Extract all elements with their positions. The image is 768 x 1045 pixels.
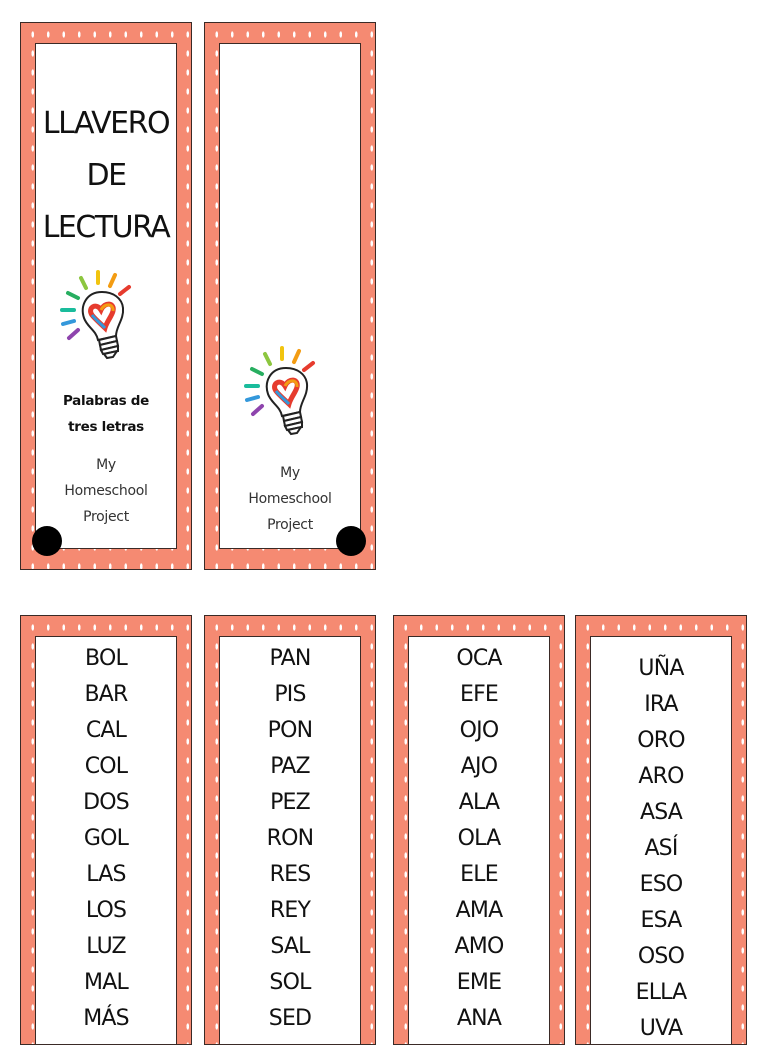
back-card (204, 22, 376, 570)
word-item: LUZ (86, 934, 126, 959)
word-item: CAL (85, 718, 127, 743)
word-item: BAR (84, 682, 128, 707)
word-item: ORO (637, 728, 685, 753)
word-item: LAS (86, 862, 126, 887)
word-list (591, 651, 731, 1045)
lightbulb-heart-logo-icon (238, 342, 338, 442)
word-item: SED (268, 1006, 312, 1031)
word-item: GOL (83, 826, 129, 851)
word-card (393, 615, 565, 1045)
subtitle-line: tres letras (68, 419, 144, 435)
word-item: MAL (84, 970, 128, 995)
subtitle-line: Palabras de (62, 393, 150, 409)
cover-subtitle (36, 388, 176, 440)
word-list (36, 641, 176, 1037)
cover-title-line: DE (86, 158, 126, 193)
cover-title-line: LLAVERO (42, 106, 170, 141)
word-item: ESA (640, 908, 682, 933)
word-item: OJO (459, 718, 499, 743)
word-item: ESO (639, 872, 683, 897)
brand-line: Homeschool (248, 491, 332, 507)
word-card-panel (35, 636, 177, 1045)
word-item: UÑA (638, 656, 684, 681)
word-item: UVA (639, 1016, 683, 1041)
word-item: MÁS (83, 1006, 129, 1031)
word-item: IRA (644, 692, 678, 717)
word-item: ELE (460, 862, 498, 887)
punch-hole (32, 526, 62, 556)
brand-line: Homeschool (64, 483, 148, 499)
word-item: ELLA (635, 980, 687, 1005)
cover-title-line: LECTURA (42, 210, 170, 245)
word-item: AMA (455, 898, 503, 923)
word-item: RES (269, 862, 311, 887)
word-card-panel (590, 636, 732, 1045)
lightbulb-heart-logo-icon (54, 266, 154, 366)
word-card (20, 615, 192, 1045)
word-item: ASA (639, 800, 683, 825)
brand-line: My (96, 457, 116, 473)
word-card-panel (408, 636, 550, 1045)
word-item: PAZ (270, 754, 310, 779)
word-item: RON (266, 826, 314, 851)
word-item: ANA (456, 1006, 502, 1031)
word-card-panel (219, 636, 361, 1045)
back-brand (220, 460, 360, 538)
word-item: AJO (460, 754, 498, 779)
brand-line: My (280, 465, 300, 481)
word-list (409, 641, 549, 1037)
word-item: LOS (85, 898, 127, 923)
cover-brand (36, 452, 176, 530)
word-item: DOS (83, 790, 129, 815)
word-item: REY (269, 898, 311, 923)
back-card-panel (219, 43, 361, 549)
cover-card-panel (35, 43, 177, 549)
word-item: EFE (459, 682, 499, 707)
word-item: ALA (458, 790, 500, 815)
word-item: PAN (269, 646, 311, 671)
word-item: COL (84, 754, 128, 779)
word-item: ARO (638, 764, 684, 789)
cover-title (36, 98, 176, 254)
word-card (575, 615, 747, 1045)
word-item: SOL (269, 970, 311, 995)
word-item: BOL (85, 646, 127, 671)
word-card (204, 615, 376, 1045)
word-item: OSO (637, 944, 685, 969)
brand-line: Project (267, 517, 313, 533)
word-list (220, 641, 360, 1037)
word-item: SAL (270, 934, 310, 959)
word-item: OLA (457, 826, 501, 851)
brand-line: Project (83, 509, 129, 525)
word-item: ASÍ (644, 836, 678, 861)
word-item: OCA (456, 646, 502, 671)
word-item: EME (456, 970, 502, 995)
word-item: AMO (454, 934, 504, 959)
cover-card (20, 22, 192, 570)
word-item: PIS (274, 682, 306, 707)
word-item: PEZ (270, 790, 310, 815)
punch-hole (336, 526, 366, 556)
word-item: PON (267, 718, 313, 743)
